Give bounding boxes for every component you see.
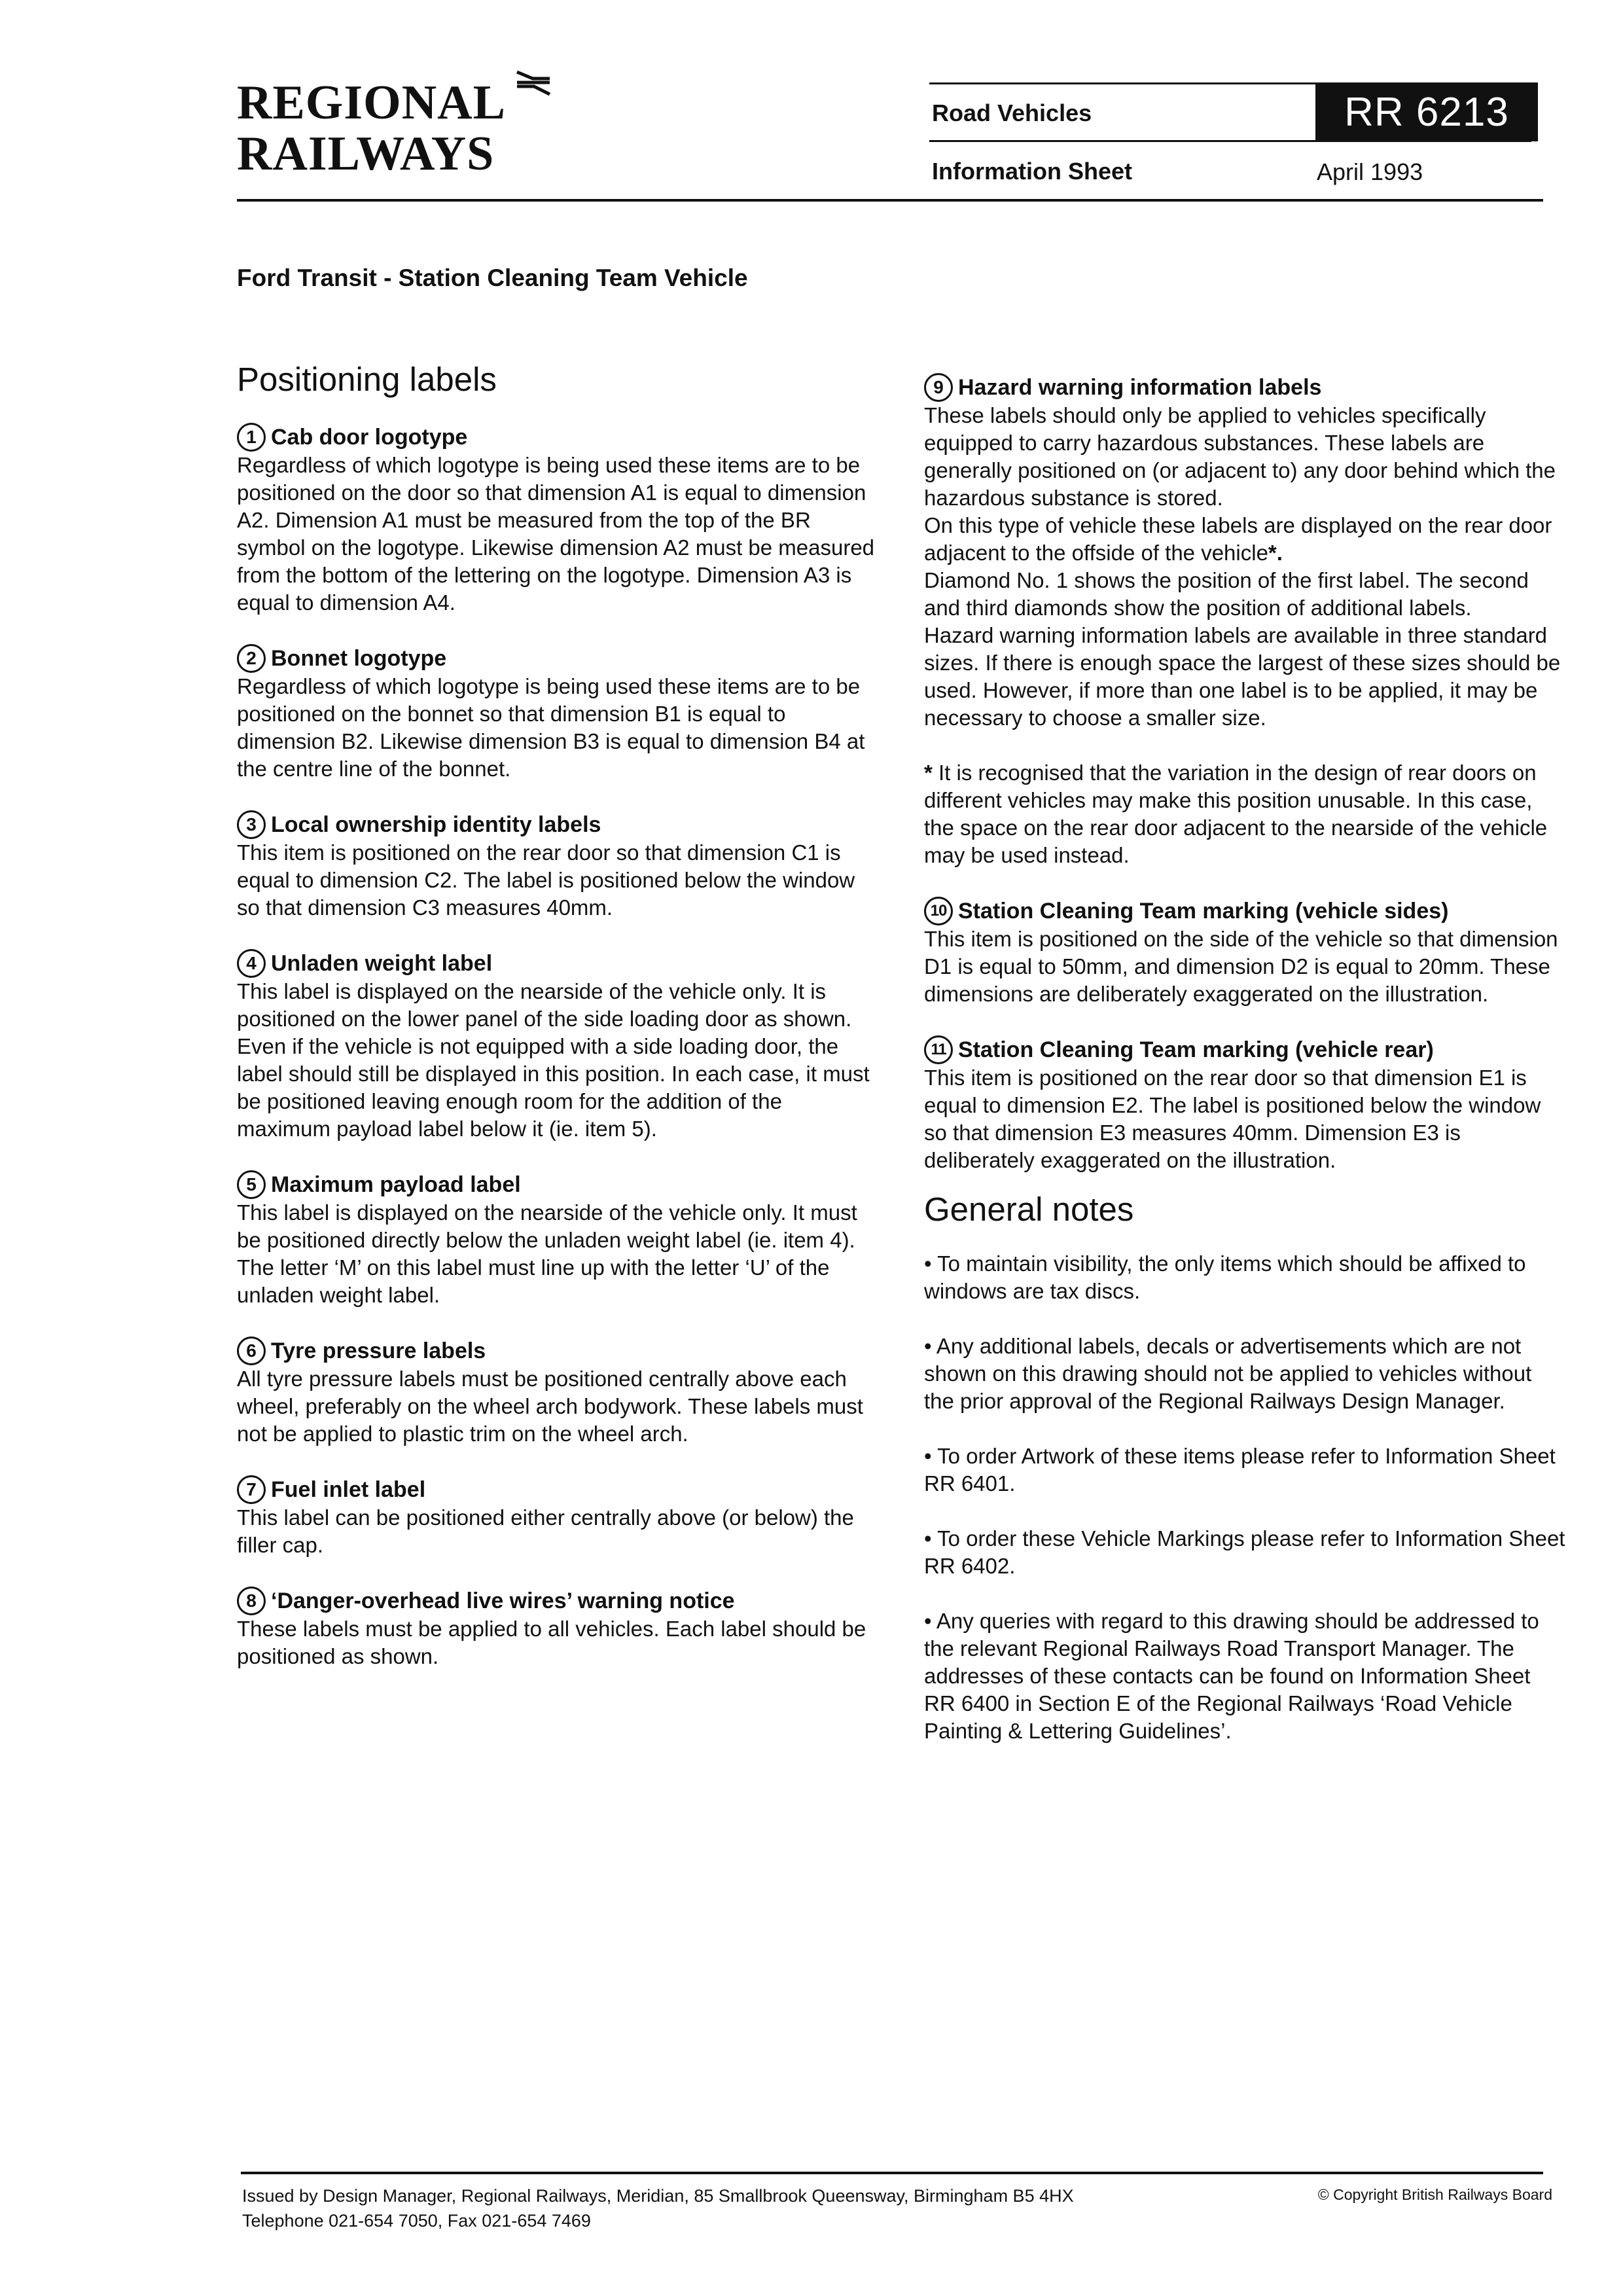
item-text: This item is positioned on the side of the vehicle so that dimension D1 is equal to 50mm, and dimension D2 is equal to 20mm. These dimensions are deliberately exaggerated on the illustration. xyxy=(924,927,1558,1006)
general-note: • To maintain visibility, the only items which should be affixed to windows are tax discs. xyxy=(924,1251,1526,1303)
footnote xyxy=(924,759,1565,869)
copyright-notice: © Copyright British Railways Board xyxy=(1317,2186,1552,2203)
footer-issuer: Issued by Design Manager, Regional Railways, Meridian, 85 Smallbrook Queensway, Birmingham B5 4HX xyxy=(242,2186,1074,2206)
item-unladen-weight-label xyxy=(237,949,878,1143)
item-text: All tyre pressure labels must be positioned centrally above each wheel, preferably on the wheel arch bodywork. These labels must not be applied to plastic trim on the wheel arch. xyxy=(237,1367,863,1446)
item-text: Diamond No. 1 shows the position of the first label. The second and third diamonds show the position of additional labels. xyxy=(924,568,1529,620)
item-title: Tyre pressure labels xyxy=(271,1338,486,1363)
header-mid-rule xyxy=(929,140,1531,142)
item-title: Maximum payload label xyxy=(271,1172,521,1197)
item-station-cleaning-rear xyxy=(924,1035,1565,1174)
item-text: These labels should only be applied to vehicles specifically equipped to carry hazardous substances. These labels are generally positioned on (or adjacent to) any door behind which the hazardous substance is stored. xyxy=(924,403,1556,510)
item-title: Local ownership identity labels xyxy=(271,812,601,837)
general-note: • To order these Vehicle Markings please refer to Information Sheet RR 6402. xyxy=(924,1526,1565,1578)
item-title: ‘Danger-overhead live wires’ warning notice xyxy=(271,1588,735,1613)
item-title: Station Cleaning Team marking (vehicle sides) xyxy=(958,899,1449,924)
item-number-badge: 8 xyxy=(237,1587,266,1615)
item-text: Regardless of which logotype is being used these items are to be positioned on the door so that dimension A1 is equal to dimension A2. Dimension A1 must be measured from the top of the BR symbol on the logotype. Likewise dimension A2 must be measured from the bottom of the lettering on the logotype. Dimension A3 is equal to dimension A4. xyxy=(237,453,875,615)
footer-telephone: Telephone 021-654 7050, Fax 021-654 7469 xyxy=(242,2211,591,2231)
general-note: • Any additional labels, decals or advertisements which are not shown on this drawing should not be applied to vehicles without the prior approval of the Regional Railways Design Manager. xyxy=(924,1334,1532,1413)
document-number-badge: RR 6213 xyxy=(1315,82,1538,141)
item-text: Regardless of which logotype is being used these items are to be positioned on the bonnet so that dimension B1 is equal to dimension B2. Likewise dimension B3 is equal to dimension B4 at the centre line of the bonnet. xyxy=(237,674,865,781)
document-type-label: Information Sheet xyxy=(932,158,1133,185)
item-text: This label can be positioned either centrally above (or below) the filler cap. xyxy=(237,1505,854,1557)
item-title: Unladen weight label xyxy=(271,951,493,976)
item-number-badge: 6 xyxy=(237,1336,266,1365)
item-cab-door-logotype xyxy=(237,423,878,617)
item-text: This item is positioned on the rear door so that dimension C1 is equal to dimension C2. The label is positioned below the window so that dimension C3 measures 40mm. xyxy=(237,840,855,920)
general-note: • Any queries with regard to this drawing should be addressed to the relevant Regional Railways Road Transport Manager. The addresses of these contacts can be found on Information Sheet RR 6400 in Section E of the Regional Railways ‘Road Vehicle Painting & Lettering Guidelines’. xyxy=(924,1609,1539,1743)
right-column xyxy=(924,373,1565,1745)
header-bottom-rule xyxy=(237,199,1543,202)
item-title: Cab door logotype xyxy=(271,425,468,450)
category-label: Road Vehicles xyxy=(932,99,1092,126)
item-maximum-payload-label xyxy=(237,1170,878,1309)
item-text: This label is displayed on the nearside of the vehicle only. It is positioned on the lower panel of the side loading door as shown. Even if the vehicle is not equipped with a side loading door, the label should still be displayed in this position. In each case, it must be positioned leaving enough room for the addition of the maximum payload label below it (ie. item 5). xyxy=(237,979,870,1141)
general-note: • To order Artwork of these items please refer to Information Sheet RR 6401. xyxy=(924,1444,1556,1496)
item-danger-overhead-wires-notice xyxy=(237,1587,878,1670)
item-title: Hazard warning information labels xyxy=(958,375,1322,400)
document-title: Ford Transit - Station Cleaning Team Vehicle xyxy=(237,264,748,291)
logo-railways: RAILWAYS xyxy=(237,127,495,181)
item-hazard-warning-labels xyxy=(924,373,1565,869)
item-number-badge: 5 xyxy=(237,1170,266,1199)
item-number-badge: 10 xyxy=(924,897,953,925)
footnote-marker: * xyxy=(924,761,933,785)
positioning-labels-heading: Positioning labels xyxy=(237,361,497,398)
item-text: This item is positioned on the rear door so that dimension E1 is equal to dimension E2. The label is positioned below the window so that dimension E3 measures 40mm. Dimension E3 is deliberately exaggerated on the illustration. xyxy=(924,1066,1541,1172)
footer-rule xyxy=(241,2172,1543,2174)
item-text: These labels must be applied to all vehicles. Each label should be positioned as shown. xyxy=(237,1617,866,1668)
logo-regional: REGIONAL xyxy=(237,76,506,130)
item-text-rear-door xyxy=(924,512,1565,567)
item-text: On this type of vehicle these labels are displayed on the rear door adjacent to the offside of the vehicle xyxy=(924,513,1552,565)
item-number-badge: 1 xyxy=(237,423,266,452)
item-tyre-pressure-labels xyxy=(237,1336,878,1448)
item-local-ownership-labels xyxy=(237,810,878,922)
item-fuel-inlet-label xyxy=(237,1475,878,1559)
footnote-marker: *. xyxy=(1268,541,1283,565)
item-bonnet-logotype xyxy=(237,644,878,783)
item-number-badge: 4 xyxy=(237,949,266,978)
item-station-cleaning-sides xyxy=(924,897,1565,1008)
item-text: Hazard warning information labels are available in three standard sizes. If there is enough space the largest of these sizes should be used. However, if more than one label is to be applied, it may be necessary to choose a smaller size. xyxy=(924,623,1561,730)
item-title: Fuel inlet label xyxy=(271,1477,426,1502)
british-rail-double-arrow-icon xyxy=(513,68,554,98)
item-text: This label is displayed on the nearside of the vehicle only. It must be positioned directly below the unladen weight label (ie. item 4). The letter ‘M’ on this label must line up with the letter ‘U’ of the unladen weight label. xyxy=(237,1200,857,1307)
item-number-badge: 7 xyxy=(237,1475,266,1504)
footnote-text: It is recognised that the variation in the design of rear doors on different vehicles may make this position unusable. In this case, the space on the rear door adjacent to the nearside of the vehicle may be used instead. xyxy=(924,761,1548,867)
general-notes-heading: General notes xyxy=(924,1191,1134,1228)
item-number-badge: 3 xyxy=(237,810,266,839)
item-title: Station Cleaning Team marking (vehicle rear) xyxy=(958,1037,1434,1062)
item-number-badge: 9 xyxy=(924,373,953,402)
issue-date: April 1993 xyxy=(1317,158,1423,185)
item-number-badge: 11 xyxy=(924,1035,953,1064)
left-column xyxy=(237,360,878,1670)
item-number-badge: 2 xyxy=(237,644,266,673)
item-title: Bonnet logotype xyxy=(271,646,447,671)
